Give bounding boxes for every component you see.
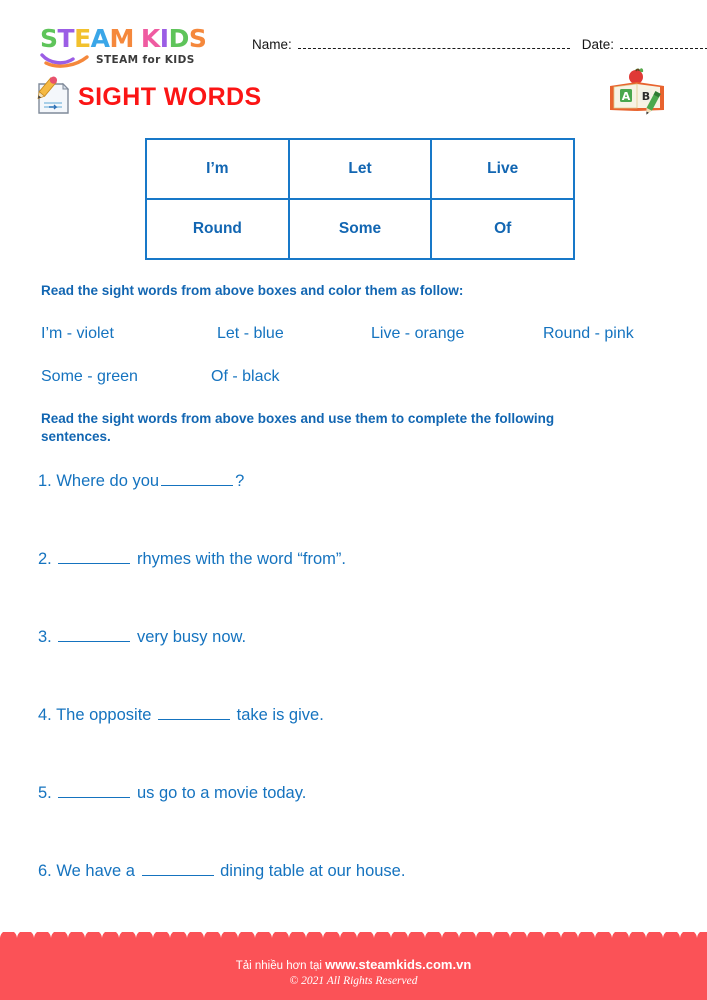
date-input-line[interactable] [620,48,707,49]
abc-book-icon [606,64,670,118]
name-date-row [252,37,682,52]
name-input-line[interactable] [298,48,570,49]
logo-letter-5: K [140,24,160,53]
sentence-number: 6. [38,862,52,880]
logo-letter-0: S [40,24,58,53]
color-key-item: Round - pink [543,325,634,342]
word-cell-1-2: Of [431,199,574,259]
footer-band [0,943,707,1000]
sentence-text-after: very busy now. [136,628,247,646]
sentence-text-before: Where do you [56,472,160,490]
page-header [0,0,707,72]
answer-blank[interactable] [161,473,233,486]
logo-letter-1: T [57,24,75,53]
footer-copyright: © 2021 All Rights Reserved [289,974,418,987]
sentence-text-after: us go to a movie today. [136,784,307,802]
logo-letter-3: A [90,24,110,53]
word-cell-1-1: Some [289,199,432,259]
sentence-item-6 [38,862,678,940]
answer-blank[interactable] [58,551,130,564]
logo-space [134,26,141,52]
logo-subrow [40,53,250,69]
color-key-item: Live - orange [371,325,465,342]
color-key-row-2 [41,368,441,386]
sentence-number: 3. [38,628,52,646]
color-key-row-1 [41,325,681,343]
sentence-item-5 [38,784,678,862]
logo-wordmark [40,26,250,52]
swoosh-icon [40,52,100,68]
sentence-number: 4. [38,706,52,724]
sentence-number: 5. [38,784,52,802]
answer-blank[interactable] [58,785,130,798]
svg-text:A: A [621,90,631,103]
logo-letter-8: S [188,24,207,53]
logo-tagline: STEAM for KIDS [96,54,195,66]
sentence-item-2 [38,550,678,628]
sentence-text-after: ? [235,472,245,490]
sentence-number: 1. [38,472,52,490]
color-key-item: Let - blue [217,325,284,342]
page-footer [0,932,707,1000]
word-cell-1-0: Round [146,199,289,259]
logo-letter-7: D [168,24,189,53]
footer-prefix: Tải nhiều hơn tại [235,959,326,972]
word-cell-0-2: Live [431,139,574,199]
word-cell-0-0: I’m [146,139,289,199]
page-title: SIGHT WORDS [78,83,262,111]
sight-words-table [145,138,575,260]
pencil-paper-icon [30,76,74,118]
word-cell-0-1: Let [289,139,432,199]
footer-website-link[interactable]: www.steamkids.com.vn [325,956,472,972]
color-key-item: Of - black [211,368,280,385]
name-label: Name: [252,37,292,52]
sentence-item-1 [38,472,678,550]
footer-website-line [236,957,472,972]
color-key-item: Some - green [41,368,138,385]
sentence-item-3 [38,628,678,706]
steam-kids-logo [40,26,250,69]
table-row [146,139,574,199]
sentence-text-after: rhymes with the word “from”. [136,550,346,568]
color-key-item: I’m - violet [41,325,114,342]
sentence-text-before: We have a [56,862,135,880]
answer-blank[interactable] [58,629,130,642]
logo-letter-6: I [159,24,169,53]
table-row [146,199,574,259]
date-label: Date: [581,37,615,52]
title-row [0,74,707,126]
answer-blank[interactable] [158,707,230,720]
svg-text:B: B [641,90,651,103]
logo-letter-4: M [109,24,134,53]
instruction-complete-sentences: Read the sight words from above boxes and use them to complete the following sentences. [41,411,555,444]
sentence-text-after: dining table at our house. [220,862,406,880]
sentence-text-after: take is give. [236,706,324,724]
sentence-text-before: The opposite [56,706,152,724]
instruction-color-words: Read the sight words from above boxes and color them as follow: [41,283,464,298]
sentence-list [38,472,678,940]
sentence-number: 2. [38,550,52,568]
answer-blank[interactable] [142,863,214,876]
logo-letter-2: E [74,24,91,53]
sentence-item-4 [38,706,678,784]
